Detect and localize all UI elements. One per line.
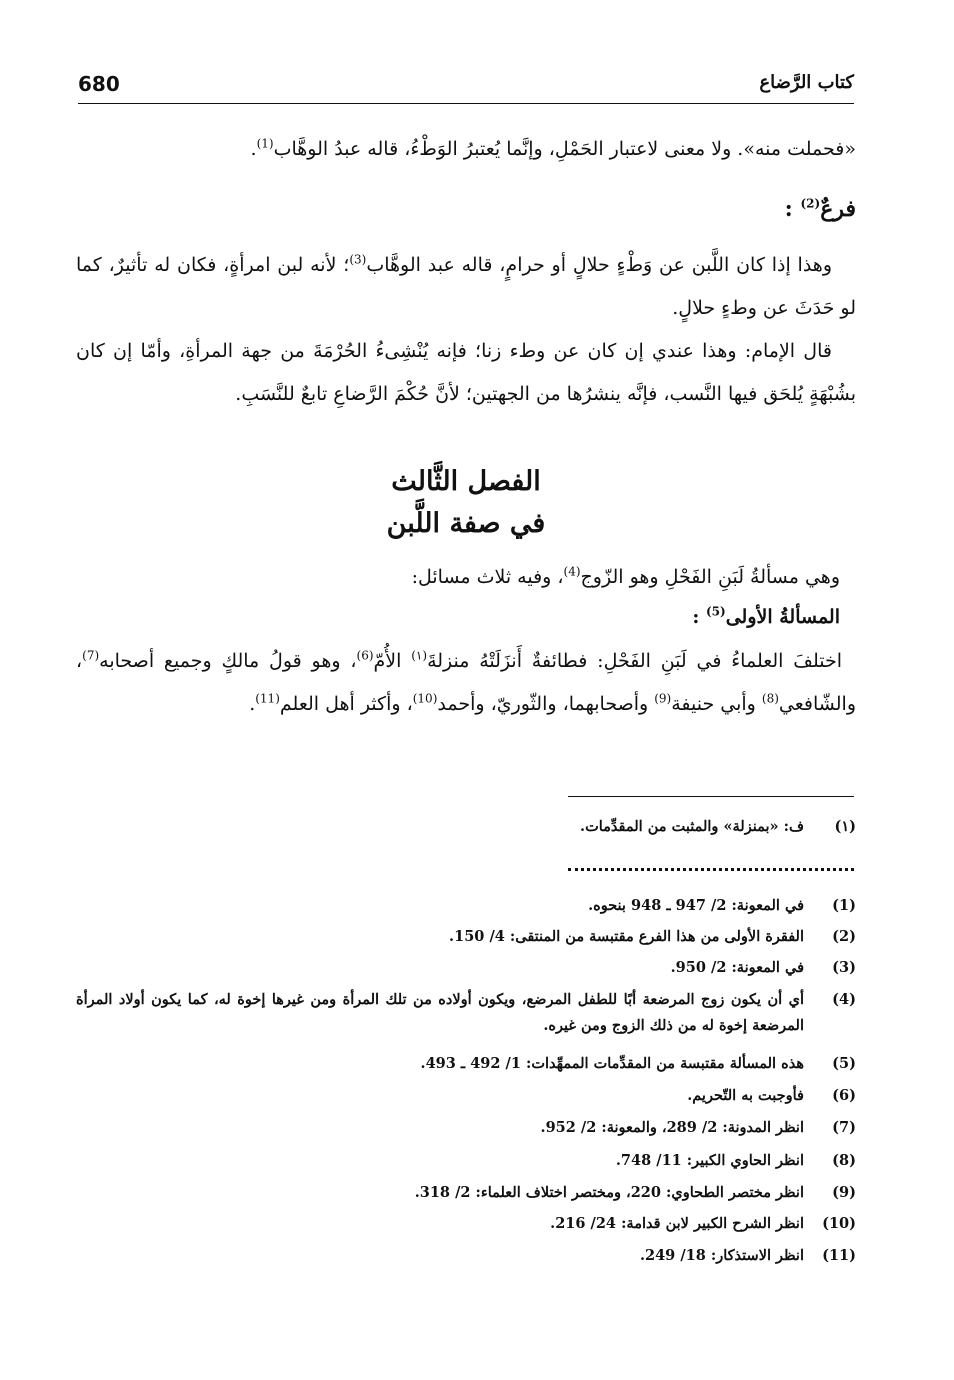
footnote-number: (5) xyxy=(832,1055,856,1072)
variant-note-text: ف: «بمنزلة» والمثبت من المقدِّمات. xyxy=(580,818,804,835)
paragraph-5-text-c: ، وهو قولُ مالكٍ وجميع أصحابه xyxy=(99,650,357,672)
footnote xyxy=(76,987,856,1039)
paragraph-2-text-a: وهذا إذا كان اللَّبن عن وَطْءٍ حلالٍ أو حرامٍ، قاله عبد الوهَّاب xyxy=(366,254,833,276)
footnote-ref-3: (3) xyxy=(349,252,367,267)
paragraph-5-end: . xyxy=(249,693,256,715)
footnote xyxy=(76,1180,856,1206)
footnote-number: (10) xyxy=(822,1215,856,1232)
far-label: فرعٌ xyxy=(820,196,856,222)
footnote xyxy=(76,1115,856,1141)
footnote xyxy=(76,955,856,981)
variant-note xyxy=(76,814,856,840)
footnote-text: فأوجبت به التّحريم. xyxy=(687,1087,804,1104)
footnote xyxy=(76,893,856,919)
footnote-separator xyxy=(568,796,854,797)
footnote-text: في المعونة: 2/ 950. xyxy=(670,959,804,976)
paragraph-1-end: . xyxy=(250,138,257,160)
section-label-masala xyxy=(76,596,856,639)
variant-ref-1: (١) xyxy=(411,648,428,663)
paragraph-2 xyxy=(76,244,856,330)
header-rule xyxy=(78,103,854,104)
footnote xyxy=(76,1083,856,1109)
paragraph-5 xyxy=(76,640,856,726)
variant-note-number: (١) xyxy=(834,818,856,835)
footnote-text: انظر الشرح الكبير لابن قدامة: 24/ 216. xyxy=(550,1215,804,1232)
footnote xyxy=(76,1051,856,1077)
paragraph-3-text: قال الإمام: وهذا عندي إن كان عن وطء زنا؛ فإنه يُنْشِىءُ الحُرْمَةَ من جهة المرأةِ، وأمّا إن كان بشُبْهَةٍ يُلحَق فيها النَّسب، فإنَّه ينشرُها من الجهتين؛ لأنَّ حُكْمَ الرَّضاعِ تابعٌ للنَّسَبِ. xyxy=(76,340,856,405)
paragraph-4-text-b: ، وفيه ثلاث مسائل: xyxy=(411,566,564,588)
paragraph-1-text: «فحملت منه». ولا معنى لاعتبار الحَمْلِ، وإنَّما يُعتبرُ الوَطْءُ، قاله عبدُ الوهَّاب xyxy=(273,138,856,160)
paragraph-5-text-a: اختلفَ العلماءُ في لَبَنِ الفَحْلِ: فطائفةٌ أَنزَلَتْهُ منزلةَ xyxy=(427,650,842,672)
paragraph-5-text-g: ، وأكثر أهل العلم xyxy=(279,693,413,715)
footnote-number: (1) xyxy=(832,897,856,914)
footnote xyxy=(76,1148,856,1174)
footnote-ref-9: (9) xyxy=(654,691,672,706)
footnote-text: انظر الحاوي الكبير: 11/ 748. xyxy=(615,1152,804,1169)
footnote-number: (7) xyxy=(832,1119,856,1136)
footnote xyxy=(76,1211,856,1237)
paragraph-4-text-a: وهي مسألةُ لَبَنِ الفَحْلِ وهو الزّوج xyxy=(580,566,840,588)
footnote-ref-2: (2) xyxy=(800,196,821,211)
footnote-number: (3) xyxy=(832,959,856,976)
masala-label: المسألةُ الأولى xyxy=(725,606,840,628)
chapter-subtitle: في صفة اللَّبن xyxy=(386,508,546,539)
footnote-text: انظر المدونة: 2/ 289، والمعونة: 2/ 952. xyxy=(540,1119,804,1136)
footnote-ref-8: (8) xyxy=(761,691,779,706)
footnote-text: الفقرة الأولى من هذا الفرع مقتبسة من المنتقى: 4/ 150. xyxy=(449,928,804,945)
page-header xyxy=(78,70,854,104)
paragraph-5-text-e: وأبي حنيفة xyxy=(671,693,762,715)
paragraph-3 xyxy=(76,330,856,416)
footnote-ref-10: (10) xyxy=(412,691,438,706)
footnote-number: (6) xyxy=(832,1087,856,1104)
section-label-far xyxy=(76,188,856,231)
footnote-text: في المعونة: 2/ 947 ـ 948 بنحوه. xyxy=(588,897,804,914)
footnote-number: (11) xyxy=(822,1247,856,1264)
paragraph-5-text-b: الأُمّ xyxy=(373,650,412,672)
footnote xyxy=(76,1243,856,1269)
paragraph-5-text-d: ، والشّافعي xyxy=(76,650,856,715)
footnote-number: (9) xyxy=(832,1184,856,1201)
footnote-ref-4: (4) xyxy=(563,564,581,579)
footnote-ref-11: (11) xyxy=(255,691,280,706)
masala-colon: : xyxy=(692,606,700,628)
page-number: 680 xyxy=(78,72,120,96)
running-title: كتاب الرَّضاع xyxy=(759,72,854,93)
footnote xyxy=(76,924,856,950)
paragraph-2-text-b: ؛ لأنه لبن امرأةٍ، فكان له تأثيرٌ، كما لو حَدَثَ عن وطءٍ حلالٍ. xyxy=(76,254,856,319)
footnote-ref-6: (6) xyxy=(356,648,374,663)
footnote-text: انظر مختصر الطحاوي: 220، ومختصر اختلاف العلماء: 2/ 318. xyxy=(414,1184,804,1201)
footnote-ref-7: (7) xyxy=(82,648,100,663)
footnote-text: أي أن يكون زوج المرضعة أبًا للطفل المرضع، ويكون أولاده من تلك المرأة ومن غيرها إخوة له، كما يكون أولاد المرأة المرضعة إخوة له من ذلك الزوج ومن غيره. xyxy=(76,991,804,1034)
footnote-ref-5: (5) xyxy=(705,604,726,619)
chapter-title: الفصل الثَّالث xyxy=(391,466,541,497)
paragraph-5-text-f: وأصحابهما، والثّوريّ، وأحمد xyxy=(437,693,655,715)
dotted-separator xyxy=(568,868,854,871)
footnote-ref-1: (1) xyxy=(256,136,274,151)
footnote-text: انظر الاستذكار: 18/ 249. xyxy=(639,1247,804,1264)
footnote-number: (4) xyxy=(832,991,856,1008)
footnote-text: هذه المسألة مقتبسة من المقدِّمات الممهِّدات: 1/ 492 ـ 493. xyxy=(420,1055,804,1072)
footnote-number: (8) xyxy=(832,1152,856,1169)
paragraph-1 xyxy=(76,128,856,171)
far-colon: : xyxy=(784,196,793,222)
paragraph-4 xyxy=(76,556,856,599)
footnote-number: (2) xyxy=(832,928,856,945)
